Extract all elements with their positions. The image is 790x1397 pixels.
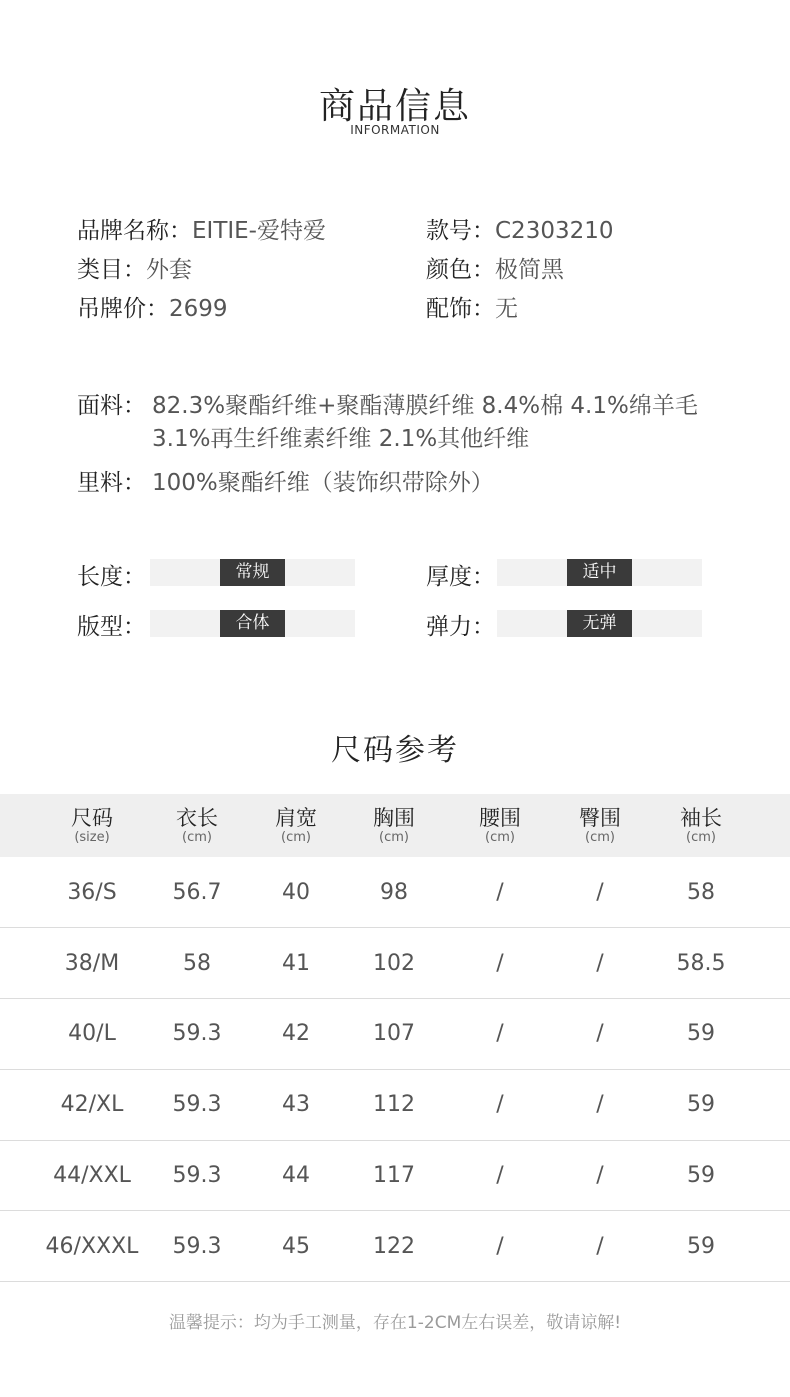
length-chip: 常规 <box>220 559 285 586</box>
color-label: 颜色： <box>426 257 495 283</box>
cell-value: / <box>496 879 504 905</box>
cell-value: 59 <box>687 1021 715 1047</box>
header-cell <box>345 794 447 857</box>
column-header-unit: (cm) <box>686 829 716 845</box>
outer-fabric-label: 面料： <box>77 393 146 419</box>
thickness-chip: 适中 <box>567 559 632 586</box>
category-label: 类目： <box>77 257 146 283</box>
cell-value: / <box>596 879 604 905</box>
brand-label: 品牌名称： <box>77 218 192 244</box>
cell-value: / <box>496 950 504 976</box>
table-cell <box>145 1069 247 1140</box>
column-header-unit: (cm) <box>379 829 409 845</box>
cell-value: 58 <box>687 879 715 905</box>
table-cell <box>345 999 447 1070</box>
table-cell <box>145 928 247 999</box>
table-cell <box>0 857 145 928</box>
elasticity-chip: 无弹 <box>567 610 632 637</box>
cell-value: 112 <box>373 1092 415 1118</box>
fit-chip: 合体 <box>220 610 285 637</box>
brand-row <box>77 212 326 245</box>
table-cell <box>447 1069 550 1140</box>
table-cell <box>345 857 447 928</box>
size-table <box>0 794 790 1282</box>
table-cell <box>550 1140 651 1211</box>
table-cell <box>0 928 145 999</box>
header-cell <box>247 794 346 857</box>
table-cell <box>550 1211 651 1282</box>
elasticity-scale <box>497 610 702 637</box>
cell-value: 122 <box>373 1233 415 1259</box>
category-row <box>77 251 192 284</box>
size-chart-title: 尺码参考 <box>331 733 459 768</box>
table-cell <box>447 857 550 928</box>
table-cell <box>247 857 346 928</box>
brand-value: EITIE-爱特爱 <box>192 218 326 244</box>
cell-value: 38/M <box>64 950 120 976</box>
table-row <box>0 999 790 1070</box>
table-cell <box>550 1069 651 1140</box>
cell-value: 58 <box>183 950 211 976</box>
outer-fabric-row <box>77 390 757 456</box>
table-cell <box>145 999 247 1070</box>
fit-scale <box>150 610 355 637</box>
lining-label: 里料： <box>77 470 146 496</box>
cell-value: 41 <box>282 950 310 976</box>
column-header-label: 臀围 <box>579 805 621 830</box>
cell-value: 36/S <box>67 879 117 905</box>
table-row <box>0 1211 790 1282</box>
table-cell <box>447 928 550 999</box>
cell-value: 44 <box>282 1163 310 1189</box>
column-header-unit: (cm) <box>281 829 311 845</box>
cell-value: 117 <box>373 1163 415 1189</box>
table-cell <box>447 1211 550 1282</box>
column-header-label: 肩宽 <box>275 805 317 830</box>
cell-value: 59.3 <box>172 1163 222 1189</box>
cell-value: 59 <box>687 1092 715 1118</box>
column-header-label: 尺码 <box>71 805 113 830</box>
cell-value: 42 <box>282 1021 310 1047</box>
lining-row <box>77 467 757 500</box>
table-row <box>0 1140 790 1211</box>
size-table-body <box>0 857 790 1282</box>
cell-value: / <box>596 1092 604 1118</box>
column-header-unit: (cm) <box>485 829 515 845</box>
cell-value: 59 <box>687 1233 715 1259</box>
column-header-unit: (size) <box>74 829 110 845</box>
cell-value: 43 <box>282 1092 310 1118</box>
cell-value: 44/XXL <box>53 1163 131 1189</box>
cell-value: 98 <box>380 879 408 905</box>
cell-value: 59.3 <box>172 1233 222 1259</box>
table-row <box>0 857 790 928</box>
cell-value: 40/L <box>68 1021 116 1047</box>
cell-value: 46/XXXL <box>45 1233 139 1259</box>
thickness-scale <box>497 559 702 586</box>
elasticity-label: 弹力： <box>426 614 495 640</box>
table-cell <box>550 999 651 1070</box>
table-cell <box>345 1140 447 1211</box>
table-cell <box>145 857 247 928</box>
table-cell <box>447 1140 550 1211</box>
table-cell <box>247 928 346 999</box>
column-header-label: 衣长 <box>176 805 218 830</box>
table-cell <box>0 999 145 1070</box>
table-cell <box>145 1140 247 1211</box>
size-table-header <box>0 794 790 857</box>
table-cell <box>550 928 651 999</box>
table-cell <box>447 999 550 1070</box>
cell-value: 102 <box>373 950 415 976</box>
cell-value: 107 <box>373 1021 415 1047</box>
page-title: 商品信息 <box>318 86 471 127</box>
header-cell <box>145 794 247 857</box>
length-scale <box>150 559 355 586</box>
table-cell <box>0 1069 145 1140</box>
measurement-note: 温馨提示：均为手工测量，存在1-2CM左右误差，敬请谅解! <box>168 1313 622 1333</box>
table-cell <box>651 1211 790 1282</box>
table-cell <box>651 1140 790 1211</box>
header-cell <box>651 794 790 857</box>
cell-value: / <box>496 1163 504 1189</box>
table-cell <box>651 999 790 1070</box>
lining-value: 100%聚酯纤维（装饰织带除外） <box>152 470 494 496</box>
price-label: 吊牌价： <box>77 296 169 322</box>
cell-value: / <box>596 1233 604 1259</box>
cell-value: / <box>596 950 604 976</box>
page-subtitle: INFORMATION <box>350 123 440 137</box>
table-cell <box>0 1211 145 1282</box>
cell-value: 58.5 <box>676 950 726 976</box>
table-cell <box>651 1069 790 1140</box>
price-value: 2699 <box>169 296 228 322</box>
style-no-value: C2303210 <box>495 218 614 244</box>
cell-value: / <box>496 1021 504 1047</box>
cell-value: / <box>496 1233 504 1259</box>
table-cell <box>0 1140 145 1211</box>
cell-value: / <box>596 1163 604 1189</box>
style-no-label: 款号： <box>426 218 495 244</box>
color-value: 极简黑 <box>495 257 564 283</box>
table-cell <box>345 1069 447 1140</box>
cell-value: 59.3 <box>172 1092 222 1118</box>
cell-value: 42/XL <box>60 1092 124 1118</box>
accessory-label: 配饰： <box>426 296 495 322</box>
table-cell <box>247 999 346 1070</box>
table-cell <box>247 1211 346 1282</box>
header-cell <box>0 794 145 857</box>
table-cell <box>345 1211 447 1282</box>
cell-value: 45 <box>282 1233 310 1259</box>
thickness-label: 厚度： <box>426 564 495 590</box>
length-label: 长度： <box>77 564 146 590</box>
table-cell <box>247 1140 346 1211</box>
table-cell <box>247 1069 346 1140</box>
table-cell <box>345 928 447 999</box>
cell-value: 40 <box>282 879 310 905</box>
style-no-row <box>426 212 614 245</box>
outer-fabric-value: 82.3%聚酯纤维+聚酯薄膜纤维 8.4%棉 4.1%绵羊毛 3.1%再生纤维素纤维 2.1%其他纤维 <box>152 393 698 452</box>
table-row <box>0 928 790 999</box>
table-cell <box>145 1211 247 1282</box>
accessory-row <box>426 290 518 323</box>
column-header-unit: (cm) <box>585 829 615 845</box>
fit-label: 版型： <box>77 614 146 640</box>
column-header-unit: (cm) <box>182 829 212 845</box>
header-cell <box>447 794 550 857</box>
accessory-value: 无 <box>495 296 518 322</box>
color-row <box>426 251 564 284</box>
price-row <box>77 290 228 323</box>
table-cell <box>651 857 790 928</box>
table-cell <box>651 928 790 999</box>
cell-value: 59 <box>687 1163 715 1189</box>
table-row <box>0 1069 790 1140</box>
column-header-label: 袖长 <box>680 805 722 830</box>
cell-value: 56.7 <box>172 879 222 905</box>
column-header-label: 胸围 <box>373 805 415 830</box>
cell-value: / <box>596 1021 604 1047</box>
table-cell <box>550 857 651 928</box>
category-value: 外套 <box>146 257 192 283</box>
cell-value: / <box>496 1092 504 1118</box>
column-header-label: 腰围 <box>479 805 521 830</box>
cell-value: 59.3 <box>172 1021 222 1047</box>
